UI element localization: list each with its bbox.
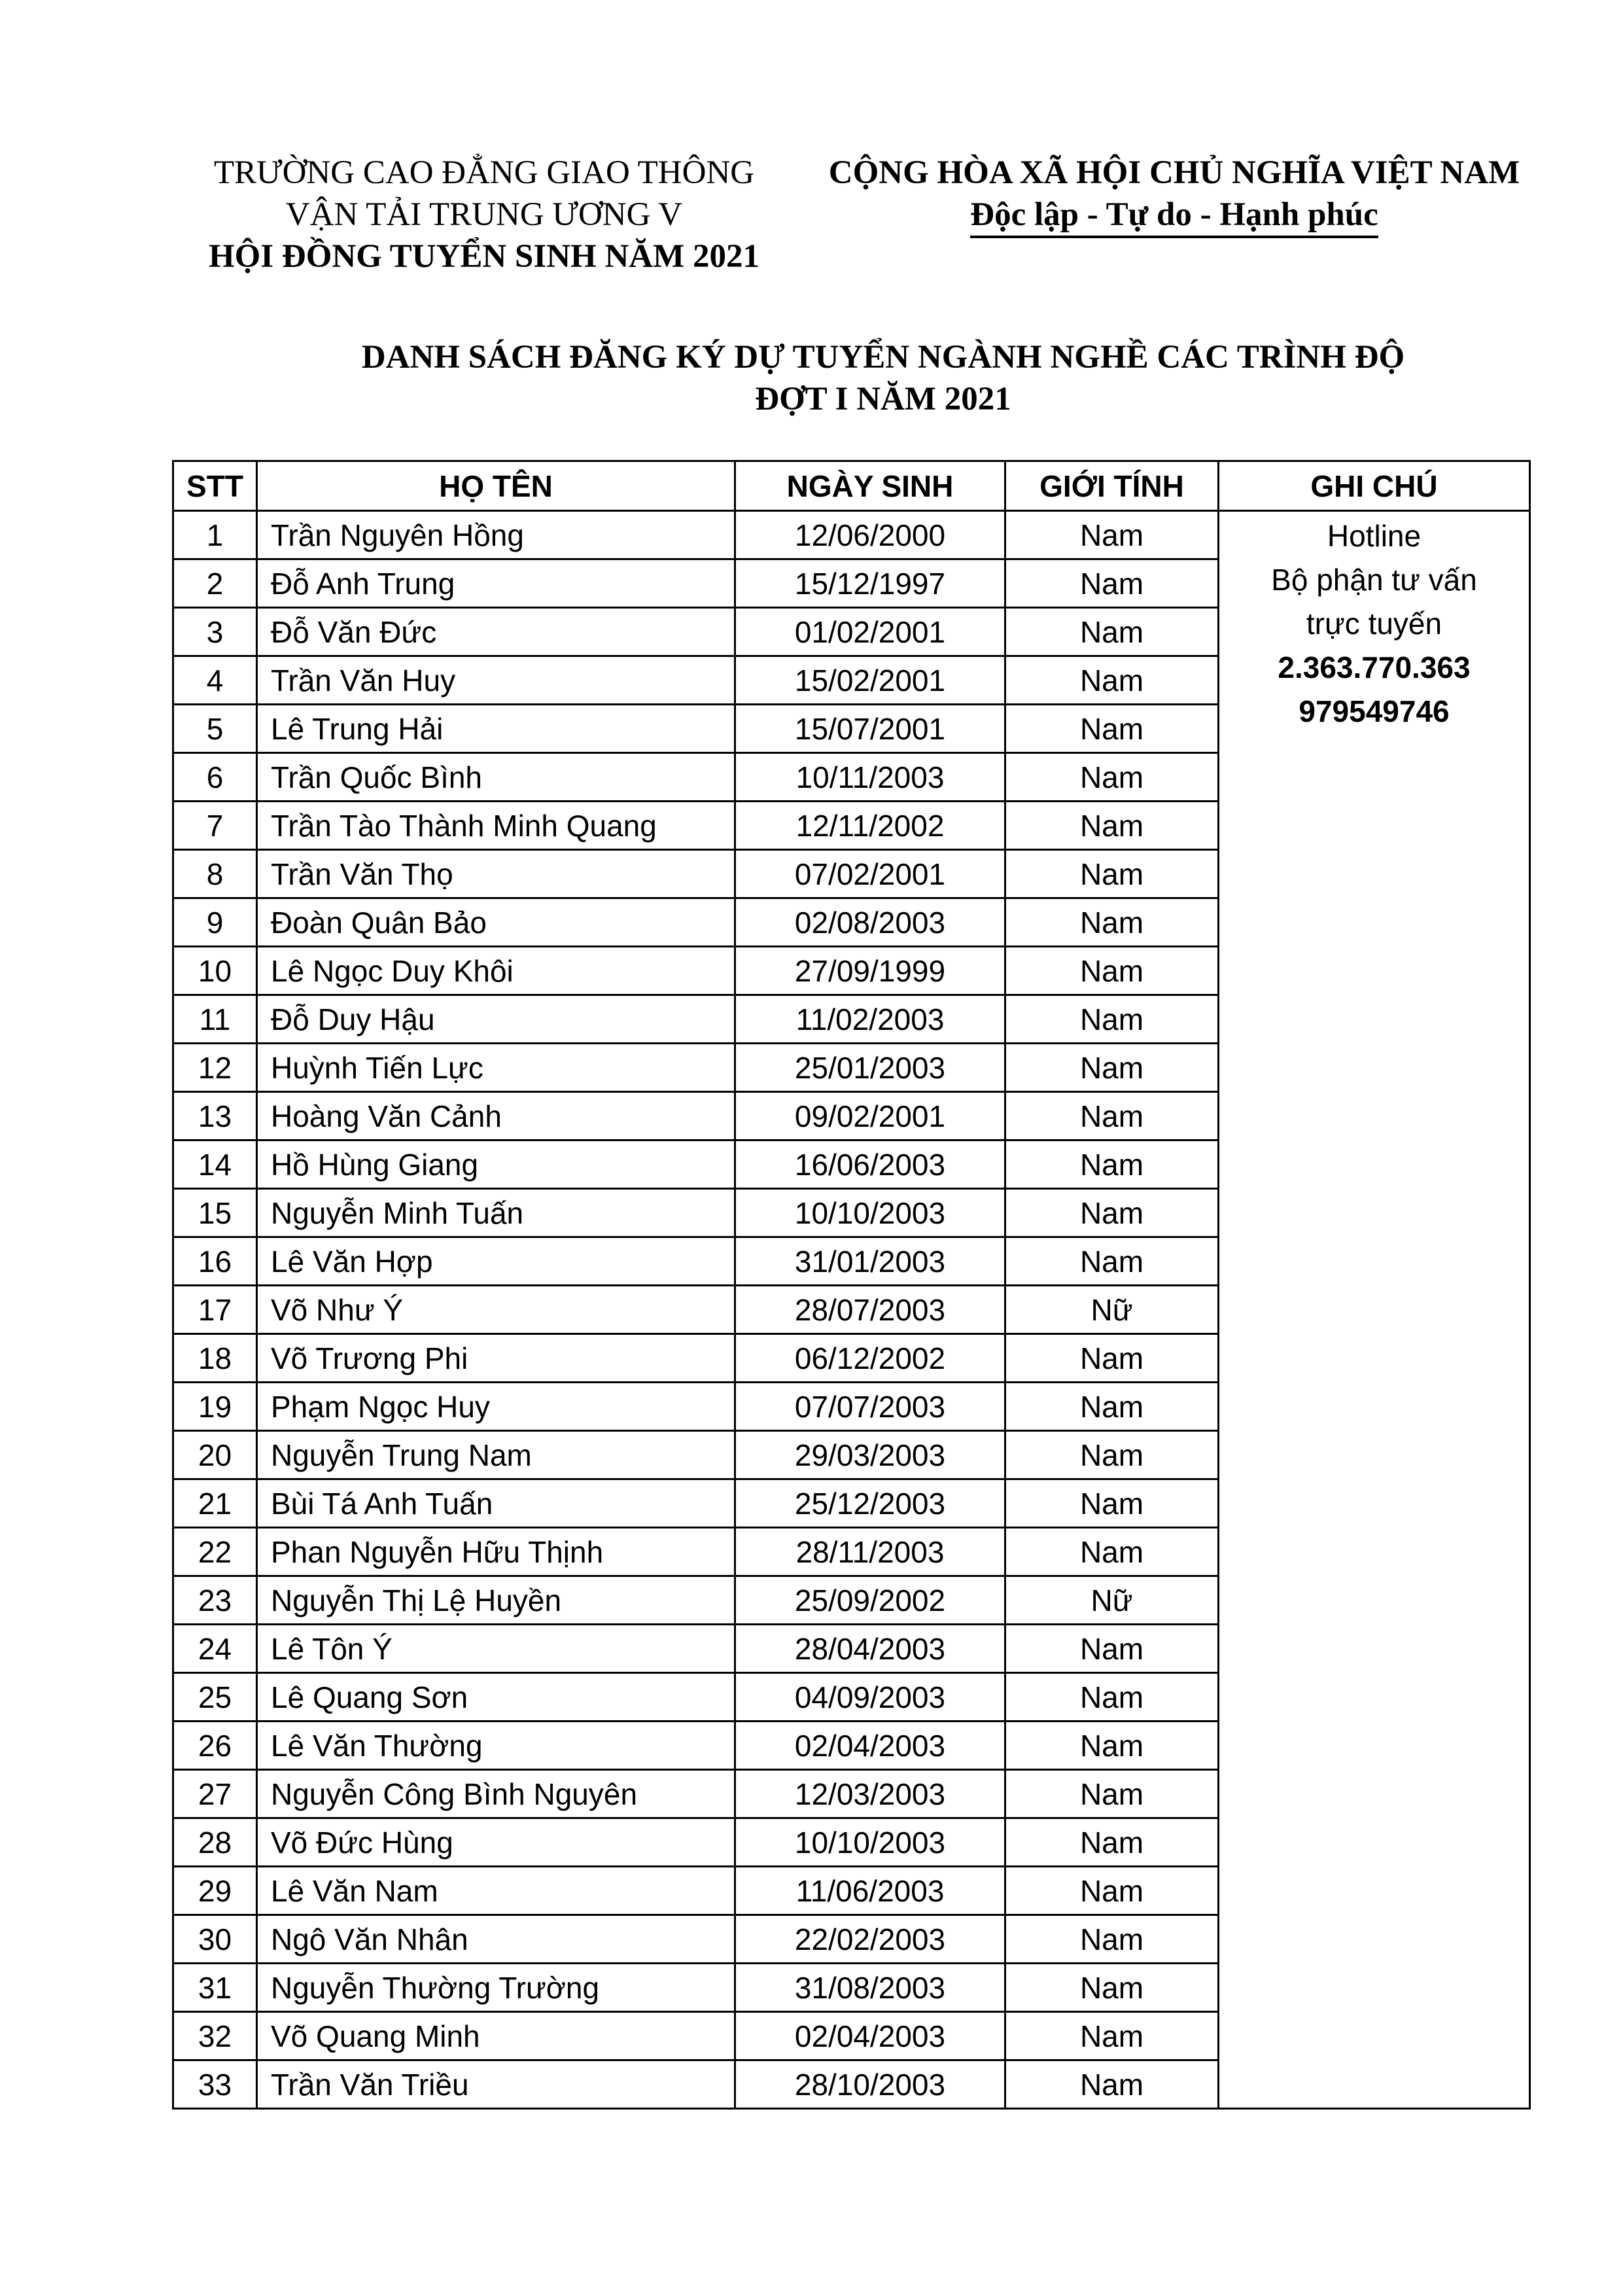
row-stt: 33: [173, 2060, 257, 2109]
gender: Nam: [1005, 1770, 1219, 1818]
birth-date: 11/06/2003: [735, 1867, 1005, 1915]
applicant-name: Bùi Tá Anh Tuấn: [257, 1479, 735, 1528]
gender: Nam: [1005, 995, 1219, 1044]
applicant-name: Võ Như Ý: [257, 1286, 735, 1334]
school-name-line-1: TRƯỜNG CAO ĐẲNG GIAO THÔNG: [213, 154, 755, 191]
row-stt: 12: [173, 1044, 257, 1092]
applicant-name: Lê Trung Hải: [257, 705, 735, 753]
birth-date: 06/12/2002: [735, 1334, 1005, 1383]
row-stt: 32: [173, 2012, 257, 2060]
birth-date: 25/01/2003: [735, 1044, 1005, 1092]
row-stt: 18: [173, 1334, 257, 1383]
header-name: HỌ TÊN: [257, 461, 735, 511]
birth-date: 31/08/2003: [735, 1964, 1005, 2012]
title-line-2: ĐỢT I NĂM 2021: [755, 381, 1011, 417]
birth-date: 28/04/2003: [735, 1625, 1005, 1673]
applicant-name: Lê Văn Thường: [257, 1722, 735, 1770]
gender: Nam: [1005, 1334, 1219, 1383]
birth-date: 07/02/2001: [735, 850, 1005, 898]
row-stt: 4: [173, 656, 257, 705]
gender: Nam: [1005, 1431, 1219, 1479]
applicant-name: Lê Ngọc Duy Khôi: [257, 947, 735, 995]
gender: Nam: [1005, 753, 1219, 802]
applicant-name: Trần Văn Huy: [257, 656, 735, 705]
gender: Nam: [1005, 1818, 1219, 1867]
consult-dept-label: Bộ phận tư vấn: [1271, 563, 1477, 597]
row-stt: 8: [173, 850, 257, 898]
birth-date: 12/03/2003: [735, 1770, 1005, 1818]
gender: Nam: [1005, 559, 1219, 608]
row-stt: 5: [173, 705, 257, 753]
applicant-name: Lê Văn Nam: [257, 1867, 735, 1915]
applicant-name: Đỗ Anh Trung: [257, 559, 735, 608]
hotline-note: [1219, 511, 1530, 2109]
applicant-name: Nguyễn Công Bình Nguyên: [257, 1770, 735, 1818]
row-stt: 22: [173, 1528, 257, 1576]
gender: Nam: [1005, 1722, 1219, 1770]
header-dob: NGÀY SINH: [735, 461, 1005, 511]
birth-date: 16/06/2003: [735, 1140, 1005, 1189]
birth-date: 15/12/1997: [735, 559, 1005, 608]
gender: Nam: [1005, 1528, 1219, 1576]
row-stt: 7: [173, 802, 257, 850]
national-header: [805, 152, 1544, 238]
title-line-1: DANH SÁCH ĐĂNG KÝ DỰ TUYỂN NGÀNH NGHỀ CÁC TRÌNH ĐỘ: [361, 339, 1405, 376]
birth-date: 15/07/2001: [735, 705, 1005, 753]
row-stt: 17: [173, 1286, 257, 1334]
birth-date: 02/04/2003: [735, 2012, 1005, 2060]
applicant-name: Đỗ Văn Đức: [257, 608, 735, 656]
row-stt: 11: [173, 995, 257, 1044]
birth-date: 12/06/2000: [735, 511, 1005, 559]
gender: Nam: [1005, 511, 1219, 559]
row-stt: 21: [173, 1479, 257, 1528]
applicant-name: Võ Quang Minh: [257, 2012, 735, 2060]
gender: Nam: [1005, 1140, 1219, 1189]
birth-date: 12/11/2002: [735, 802, 1005, 850]
row-stt: 19: [173, 1383, 257, 1431]
school-name-line-2: VẬN TẢI TRUNG ƯƠNG V: [285, 196, 683, 233]
row-stt: 29: [173, 1867, 257, 1915]
row-stt: 6: [173, 753, 257, 802]
birth-date: 31/01/2003: [735, 1237, 1005, 1286]
applicant-name: Võ Đức Hùng: [257, 1818, 735, 1867]
gender: Nam: [1005, 1189, 1219, 1237]
birth-date: 28/11/2003: [735, 1528, 1005, 1576]
applicant-name: Huỳnh Tiến Lực: [257, 1044, 735, 1092]
country-name: CỘNG HÒA XÃ HỘI CHỦ NGHĨA VIỆT NAM: [828, 154, 1520, 191]
applicant-name: Nguyễn Thị Lệ Huyền: [257, 1576, 735, 1625]
birth-date: 22/02/2003: [735, 1915, 1005, 1964]
birth-date: 02/08/2003: [735, 898, 1005, 947]
applicant-name: Võ Trương Phi: [257, 1334, 735, 1383]
gender: Nam: [1005, 802, 1219, 850]
birth-date: 01/02/2001: [735, 608, 1005, 656]
header-note: GHI CHÚ: [1219, 461, 1530, 511]
gender: Nữ: [1005, 1576, 1219, 1625]
gender: Nữ: [1005, 1286, 1219, 1334]
national-motto: Độc lập - Tự do - Hạnh phúc: [970, 195, 1378, 238]
row-stt: 16: [173, 1237, 257, 1286]
row-stt: 10: [173, 947, 257, 995]
row-stt: 24: [173, 1625, 257, 1673]
gender: Nam: [1005, 705, 1219, 753]
row-stt: 23: [173, 1576, 257, 1625]
gender: Nam: [1005, 608, 1219, 656]
birth-date: 28/07/2003: [735, 1286, 1005, 1334]
gender: Nam: [1005, 1383, 1219, 1431]
row-stt: 1: [173, 511, 257, 559]
applicant-table: [172, 460, 1531, 2110]
applicant-name: Phạm Ngọc Huy: [257, 1383, 735, 1431]
applicant-name: Hoàng Văn Cảnh: [257, 1092, 735, 1140]
applicant-name: Trần Quốc Bình: [257, 753, 735, 802]
row-stt: 30: [173, 1915, 257, 1964]
row-stt: 15: [173, 1189, 257, 1237]
online-label: trực tuyến: [1306, 607, 1442, 641]
applicant-name: Lê Văn Hợp: [257, 1237, 735, 1286]
gender: Nam: [1005, 898, 1219, 947]
row-stt: 26: [173, 1722, 257, 1770]
birth-date: 10/10/2003: [735, 1189, 1005, 1237]
row-stt: 9: [173, 898, 257, 947]
table-header-row: [173, 461, 1530, 511]
birth-date: 04/09/2003: [735, 1673, 1005, 1722]
birth-date: 15/02/2001: [735, 656, 1005, 705]
birth-date: 02/04/2003: [735, 1722, 1005, 1770]
row-stt: 28: [173, 1818, 257, 1867]
applicant-name: Trần Nguyên Hồng: [257, 511, 735, 559]
birth-date: 27/09/1999: [735, 947, 1005, 995]
birth-date: 28/10/2003: [735, 2060, 1005, 2109]
applicant-name: Trần Tào Thành Minh Quang: [257, 802, 735, 850]
applicant-name: Lê Quang Sơn: [257, 1673, 735, 1722]
applicant-name: Hồ Hùng Giang: [257, 1140, 735, 1189]
hotline-number-1: 2.363.770.363: [1278, 650, 1471, 684]
gender: Nam: [1005, 1964, 1219, 2012]
gender: Nam: [1005, 2060, 1219, 2109]
applicant-name: Trần Văn Triều: [257, 2060, 735, 2109]
gender: Nam: [1005, 1867, 1219, 1915]
applicant-name: Nguyễn Thường Trường: [257, 1964, 735, 2012]
birth-date: 25/12/2003: [735, 1479, 1005, 1528]
gender: Nam: [1005, 1092, 1219, 1140]
school-header: [170, 152, 798, 277]
applicant-name: Phan Nguyễn Hữu Thịnh: [257, 1528, 735, 1576]
row-stt: 3: [173, 608, 257, 656]
gender: Nam: [1005, 1915, 1219, 1964]
birth-date: 11/02/2003: [735, 995, 1005, 1044]
applicant-name: Ngô Văn Nhân: [257, 1915, 735, 1964]
hotline-number-2: 979549746: [1299, 694, 1450, 728]
gender: Nam: [1005, 1479, 1219, 1528]
birth-date: 07/07/2003: [735, 1383, 1005, 1431]
document-title: [170, 336, 1596, 420]
applicant-name: Đỗ Duy Hậu: [257, 995, 735, 1044]
birth-date: 29/03/2003: [735, 1431, 1005, 1479]
gender: Nam: [1005, 1044, 1219, 1092]
birth-date: 10/11/2003: [735, 753, 1005, 802]
birth-date: 09/02/2001: [735, 1092, 1005, 1140]
applicant-name: Nguyễn Minh Tuấn: [257, 1189, 735, 1237]
applicant-name: Lê Tôn Ý: [257, 1625, 735, 1673]
applicant-name: Trần Văn Thọ: [257, 850, 735, 898]
row-stt: 31: [173, 1964, 257, 2012]
row-stt: 25: [173, 1673, 257, 1722]
header-stt: STT: [173, 461, 257, 511]
gender: Nam: [1005, 850, 1219, 898]
applicant-name: Nguyễn Trung Nam: [257, 1431, 735, 1479]
gender: Nam: [1005, 2012, 1219, 2060]
row-stt: 13: [173, 1092, 257, 1140]
birth-date: 10/10/2003: [735, 1818, 1005, 1867]
applicant-name: Đoàn Quân Bảo: [257, 898, 735, 947]
gender: Nam: [1005, 1237, 1219, 1286]
gender: Nam: [1005, 656, 1219, 705]
row-stt: 14: [173, 1140, 257, 1189]
row-stt: 27: [173, 1770, 257, 1818]
row-stt: 20: [173, 1431, 257, 1479]
council-name: HỘI ĐỒNG TUYỂN SINH NĂM 2021: [208, 238, 760, 275]
gender: Nam: [1005, 947, 1219, 995]
table-row: [173, 511, 1530, 559]
hotline-label: Hotline: [1327, 519, 1422, 553]
row-stt: 2: [173, 559, 257, 608]
table-body: [173, 511, 1530, 2109]
gender: Nam: [1005, 1673, 1219, 1722]
header-gender: GIỚI TÍNH: [1005, 461, 1219, 511]
birth-date: 25/09/2002: [735, 1576, 1005, 1625]
gender: Nam: [1005, 1625, 1219, 1673]
